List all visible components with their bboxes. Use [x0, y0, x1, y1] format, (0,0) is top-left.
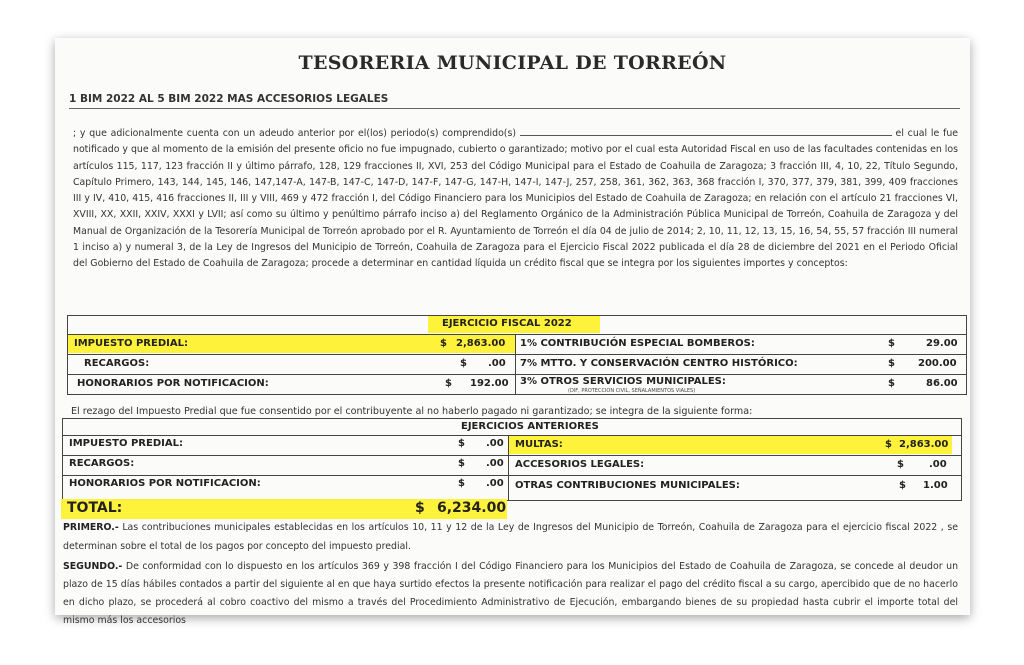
t2-right-cur-1: $	[897, 459, 904, 470]
intro-paragraph	[73, 126, 958, 273]
t2-left-label-0: IMPUESTO PREDIAL:	[69, 438, 183, 449]
t1-right-cur-0: $	[888, 338, 895, 349]
t1-left-label-1: RECARGOS:	[84, 358, 150, 369]
table1-heading: EJERCICIO FISCAL 2022	[442, 318, 572, 329]
divider	[69, 108, 960, 109]
t2-left-amount-0: .00	[486, 438, 504, 449]
document-title: TESORERIA MUNICIPAL DE TORREÓN	[298, 52, 727, 74]
t2-right-amount-0: 2,863.00	[899, 439, 949, 450]
t1-right-cur-1: $	[888, 358, 895, 369]
t1-left-label-0: IMPUESTO PREDIAL:	[74, 338, 188, 349]
t1-right-label-0: 1% CONTRIBUCIÓN ESPECIAL BOMBEROS:	[520, 338, 755, 349]
t2-left-label-1: RECARGOS:	[69, 458, 135, 469]
t2-left-cur-0: $	[458, 438, 465, 449]
t2-right-label-0: MULTAS:	[515, 439, 563, 450]
total-label: TOTAL:	[67, 500, 123, 516]
t2-right-amount-1: .00	[929, 459, 947, 470]
document-page	[55, 38, 970, 626]
t2-left-cur-2: $	[458, 478, 465, 489]
t1-right-amount-1: 200.00	[918, 358, 957, 369]
table2-heading: EJERCICIOS ANTERIORES	[461, 421, 599, 432]
t1-left-amount-0: 2,863.00	[456, 338, 506, 349]
t2-right-label-2: OTRAS CONTRIBUCIONES MUNICIPALES:	[515, 480, 740, 491]
row-rule	[68, 354, 966, 355]
rezago-text: El rezago del Impuesto Predial que fue consentido por el contribuyente al no haberlo pagado ni garantizado; se integra de la siguiente forma:	[71, 406, 753, 417]
t1-right-amount-0: 29.00	[926, 338, 958, 349]
row-rule	[63, 475, 961, 476]
t1-left-amount-2: 192.00	[470, 378, 509, 389]
t2-right-cur-2: $	[899, 480, 906, 491]
intro-lead: ; y que adicionalmente cuenta con un adeudo anterior por el(los) periodo(s) comprendido(s)	[73, 128, 517, 139]
t1-right-label-1: 7% MTTO. Y CONSERVACIÓN CENTRO HISTÓRICO:	[520, 358, 798, 369]
intro-body: fue notificado y que al momento de la emisión del presente oficio no fue impugnado, cubierto o garantizado; motivo por el cual esta Autoridad Fiscal en uso de las facultades contenidas en los artículos 115, 117, 123 fracción II y último párrafo, 128, 129 fracciones II, XVI, 253 del Código Municipal para el Estado de Coahuila de Zaragoza; 3 fracción III, 4, 10, 22, Título Segundo, Capítulo Primero, 143, 144, 145, 146, 147,147-A, 147-B, 147-C, 147-D, 147-F, 147-G, 147-H, 147-I, 147-J, 257, 258, 361, 362, 363, 368 fracción I, 370, 377, 379, 381, 399, 409 fracciones III y IV, 410, 415, 416 fracciones II, III y VIII, 469 y 472 fracción I, del Código Financiero para los Municipios del Estado de Coahuila de Zaragoza; en relación con el artículo 21 fracciones VI, XVIII, XX, XXII, XXIV, XXXI y LVII; así como su último y penúltimo párrafo inciso a) del Reglamento Orgánico de la Administración Pública Municipal de Torreón, Coahuila de Zaragoza y del Manual de Organización de la Tesorería Municipal de Torreón aprobado por el R. Ayuntamiento de Torreón el día 04 de julio de 2014; 2, 10, 11, 12, 13, 15, 16, 54, 55, 57 fracción III numeral 1 inciso a) y numeral 3, de la Ley de Ingresos del Municipio de Torreón, Coahuila de Zaragoza para el Ejercicio Fiscal 2022 publicada el día 28 de diciembre del 2021 en el Periodo Oficial del Gobierno del Estado de Coahuila de Zaragoza; procede a determinar en cantidad líquida un crédito fiscal que se integra por los siguientes importes y conceptos:	[73, 128, 959, 270]
t2-left-amount-1: .00	[486, 458, 504, 469]
row-rule	[63, 455, 961, 456]
segundo-text: De conformidad con lo dispuesto en los artículos 369 y 398 fracción I del Código Financiero para los Municipios del Estado de Coahuila de Zaragoza, se concede al deudor un plazo de 15 días hábiles contados a partir del siguiente al en que haya surtido efectos la presente notificación para realizar el pago del crédito fiscal a su cargo, apercibido que de no hacerlo en dicho plazo, se procederá al cobro coactivo del mismo a través del Procedimiento Administrativo de Ejecución, embargando bienes de su propiedad hasta cubrir el importe total del mismo más los accesorios	[63, 561, 959, 626]
prior-years-table	[62, 418, 962, 501]
segundo-paragraph	[63, 558, 958, 630]
t1-left-cur-2: $	[445, 378, 452, 389]
t1-left-amount-1: .00	[488, 358, 506, 369]
document-subtitle: 1 BIM 2022 AL 5 BIM 2022 MAS ACCESORIOS LEGALES	[69, 93, 389, 105]
t2-left-cur-1: $	[458, 458, 465, 469]
total-cur: $	[415, 500, 425, 516]
t1-left-cur-0: $	[440, 338, 447, 349]
t1-right-amount-2: 86.00	[926, 378, 958, 389]
t1-right-label-2: 3% OTROS SERVICIOS MUNICIPALES:	[520, 376, 726, 387]
t2-right-amount-2: 1.00	[923, 480, 948, 491]
primero-paragraph	[63, 518, 958, 556]
t1-left-label-2: HONORARIOS POR NOTIFICACION:	[77, 378, 269, 389]
t2-right-label-1: ACCESORIOS LEGALES:	[515, 459, 645, 470]
total-amount: 6,234.00	[437, 500, 507, 516]
segundo-label: SEGUNDO.-	[63, 561, 123, 572]
t2-left-label-2: HONORARIOS POR NOTIFICACION:	[69, 478, 261, 489]
intro-tail: el cual le	[895, 128, 940, 139]
primero-label: PRIMERO.-	[63, 522, 119, 533]
primero-text: Las contribuciones municipales establecidas en los artículos 10, 11 y 12 de la Ley de Ingresos del Municipio de Torreón, Coahuila de Zaragoza para el ejercicio fiscal 2022 , se determinan sobre el total de los pagos por concepto del impuesto predial.	[63, 522, 958, 552]
t2-right-cur-0: $	[885, 439, 892, 450]
column-rule	[515, 334, 516, 394]
t1-left-cur-1: $	[460, 358, 467, 369]
t2-left-amount-2: .00	[486, 478, 504, 489]
t1-right-note-2: (DIF, PROTECCION CIVIL, SEÑALAMIENTOS VIALES)	[568, 388, 696, 394]
t1-right-cur-2: $	[888, 378, 895, 389]
row-rule	[68, 374, 966, 375]
blank-field	[520, 127, 892, 136]
fiscal-2022-table	[67, 315, 967, 395]
